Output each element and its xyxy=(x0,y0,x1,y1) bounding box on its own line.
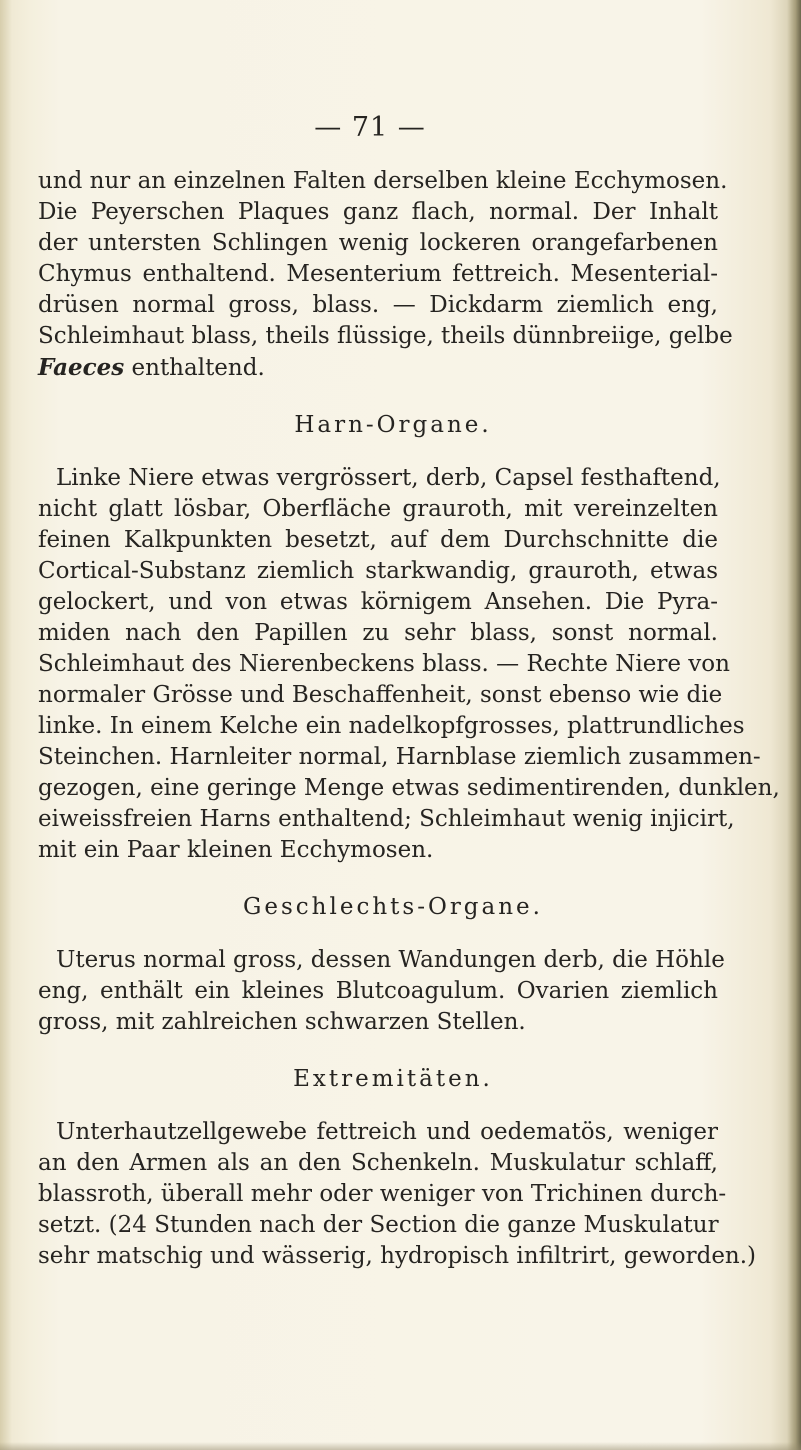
section-geschlechts-organe xyxy=(38,892,725,1038)
section-harn-organe xyxy=(38,410,780,866)
page-bottom-edge xyxy=(0,1442,801,1450)
text-line: Schleimhaut des Nierenbeckens blass. — Rechte Niere von xyxy=(38,651,730,677)
text-line: der untersten Schlingen wenig lockeren orangefarbenen xyxy=(38,230,718,256)
text-fragment: enthaltend. xyxy=(124,355,265,381)
text-line: Uterus normal gross, dessen Wandungen derb, die Höhle xyxy=(56,947,725,973)
text-line: Unterhautzellgewebe fettreich und oedematös, weniger xyxy=(56,1119,718,1145)
text-line: nicht glatt lösbar, Oberfläche grauroth, mit vereinzelten xyxy=(38,496,718,522)
page-number: — 71 — xyxy=(314,112,426,143)
body-text xyxy=(38,166,780,1272)
text-line: Chymus enthaltend. Mesenterium fettreich. Mesenterial- xyxy=(38,261,718,287)
text-line: gezogen, eine geringe Menge etwas sedimentirenden, dunklen, xyxy=(38,775,780,801)
text-line: linke. In einem Kelche ein nadelkopfgrosses, plattrundliches xyxy=(38,713,745,739)
text-line xyxy=(38,352,718,384)
faeces-term: Faeces xyxy=(38,354,125,381)
section-heading: Geschlechts-Organe. xyxy=(243,894,543,920)
section-heading: Harn-Organe. xyxy=(294,412,492,438)
text-line: eng, enthält ein kleines Blutcoagulum. Ovarien ziemlich xyxy=(38,978,718,1004)
text-line: eiweissfreien Harns enthaltend; Schleimhaut wenig injicirt, xyxy=(38,806,735,832)
text-line: blassroth, überall mehr oder weniger von Trichinen durch- xyxy=(38,1181,727,1207)
text-line: feinen Kalkpunkten besetzt, auf dem Durchschnitte die xyxy=(38,527,718,553)
text-line: normaler Grösse und Beschaffenheit, sonst ebenso wie die xyxy=(38,682,723,708)
section-heading: Extremitäten. xyxy=(293,1066,493,1092)
text-line: mit ein Paar kleinen Ecchymosen. xyxy=(38,837,434,863)
text-line: setzt. (24 Stunden nach der Section die ganze Muskulatur xyxy=(38,1212,719,1238)
text-line: Steinchen. Harnleiter normal, Harnblase ziemlich zusammen- xyxy=(38,744,761,770)
text-line: gross, mit zahlreichen schwarzen Stellen. xyxy=(38,1009,526,1035)
page-left-shading xyxy=(0,0,12,1450)
page-right-edge xyxy=(787,0,801,1450)
text-line: drüsen normal gross, blass. — Dickdarm ziemlich eng, xyxy=(38,292,718,318)
text-line: und nur an einzelnen Falten derselben kleine Ecchymosen. xyxy=(38,168,728,194)
text-line: Die Peyerschen Plaques ganz flach, normal. Der Inhalt xyxy=(38,199,718,225)
text-line: Linke Niere etwas vergrössert, derb, Capsel festhaftend, xyxy=(56,465,721,491)
text-line: miden nach den Papillen zu sehr blass, sonst normal. xyxy=(38,620,718,646)
text-line: gelockert, und von etwas körnigem Ansehen. Die Pyra- xyxy=(38,589,718,615)
text-line: Schleimhaut blass, theils flüssige, theils dünnbreiige, gelbe xyxy=(38,323,733,349)
intro-paragraph xyxy=(38,166,733,384)
text-line: sehr matschig und wässerig, hydropisch infiltrirt, geworden.) xyxy=(38,1243,757,1269)
text-line: an den Armen als an den Schenkeln. Muskulatur schlaff, xyxy=(38,1150,718,1176)
section-extremitaeten xyxy=(38,1064,757,1272)
text-line: Cortical-Substanz ziemlich starkwandig, grauroth, etwas xyxy=(38,558,718,584)
